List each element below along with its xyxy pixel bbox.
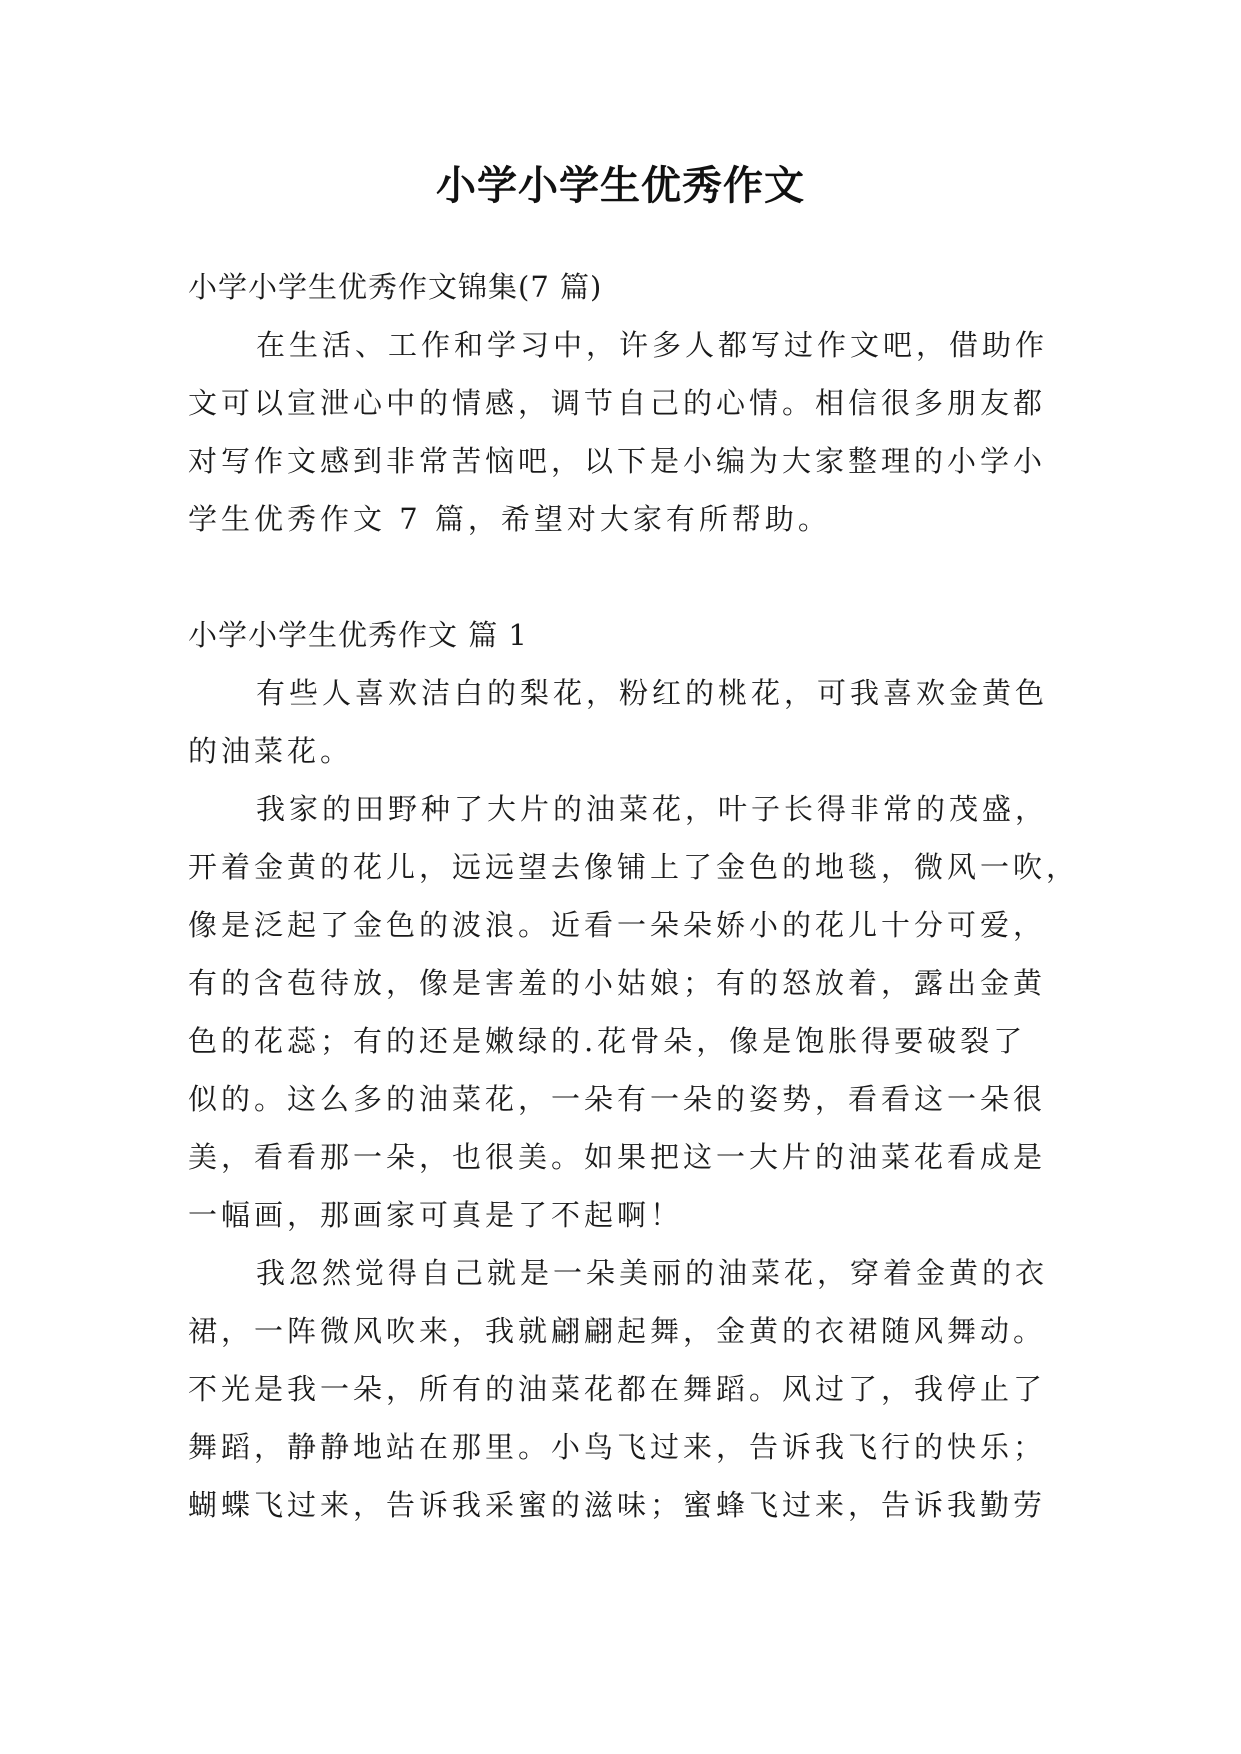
intro-heading: 小学小学生优秀作文锦集(7 篇) xyxy=(188,270,603,304)
essay-line: 裙，一阵微风吹来，我就翩翩起舞，金黄的衣裙随风舞动。 xyxy=(188,1314,1047,1348)
intro-line: 在生活、工作和学习中，许多人都写过作文吧，借助作 xyxy=(256,328,1049,362)
essay-line: 有的含苞待放，像是害羞的小姑娘；有的怒放着，露出金黄 xyxy=(188,966,1047,1000)
essay-line: 的油菜花。 xyxy=(188,734,354,768)
essay-line: 似的。这么多的油菜花，一朵有一朵的姿势，看看这一朵很 xyxy=(188,1082,1047,1116)
section-heading: 小学小学生优秀作文 篇 1 xyxy=(188,618,528,652)
paragraph-gap xyxy=(188,548,1058,606)
essay-line: 开着金黄的花儿，远远望去像铺上了金色的地毯，微风一吹， xyxy=(188,850,1080,884)
essay-line: 美，看看那一朵，也很美。如果把这一大片的油菜花看成是 xyxy=(188,1140,1047,1174)
essay-line: 像是泛起了金色的波浪。近看一朵朵娇小的花儿十分可爱， xyxy=(188,908,1047,942)
essay-line: 有些人喜欢洁白的梨花，粉红的桃花，可我喜欢金黄色 xyxy=(256,676,1049,710)
essay-line: 蝴蝶飞过来，告诉我采蜜的滋味；蜜蜂飞过来，告诉我勤劳 xyxy=(188,1488,1047,1522)
essay-line: 一幅画，那画家可真是了不起啊！ xyxy=(188,1198,684,1232)
document-body xyxy=(188,258,1080,1534)
essay-line: 色的花蕊；有的还是嫩绿的.花骨朵，像是饱胀得要破裂了 xyxy=(188,1024,1027,1058)
document-title: 小学小学生优秀作文 xyxy=(436,162,805,209)
essay-line: 我家的田野种了大片的油菜花，叶子长得非常的茂盛， xyxy=(256,792,1049,826)
intro-line: 对写作文感到非常苦恼吧，以下是小编为大家整理的小学小 xyxy=(188,444,1047,478)
intro-line: 学生优秀作文 7 篇，希望对大家有所帮助。 xyxy=(188,502,831,536)
essay-line: 不光是我一朵，所有的油菜花都在舞蹈。风过了，我停止了 xyxy=(188,1372,1047,1406)
intro-line: 文可以宣泄心中的情感，调节自己的心情。相信很多朋友都 xyxy=(188,386,1047,420)
essay-line: 舞蹈，静静地站在那里。小鸟飞过来，告诉我飞行的快乐； xyxy=(188,1430,1047,1464)
essay-line: 我忽然觉得自己就是一朵美丽的油菜花，穿着金黄的衣 xyxy=(256,1256,1049,1290)
